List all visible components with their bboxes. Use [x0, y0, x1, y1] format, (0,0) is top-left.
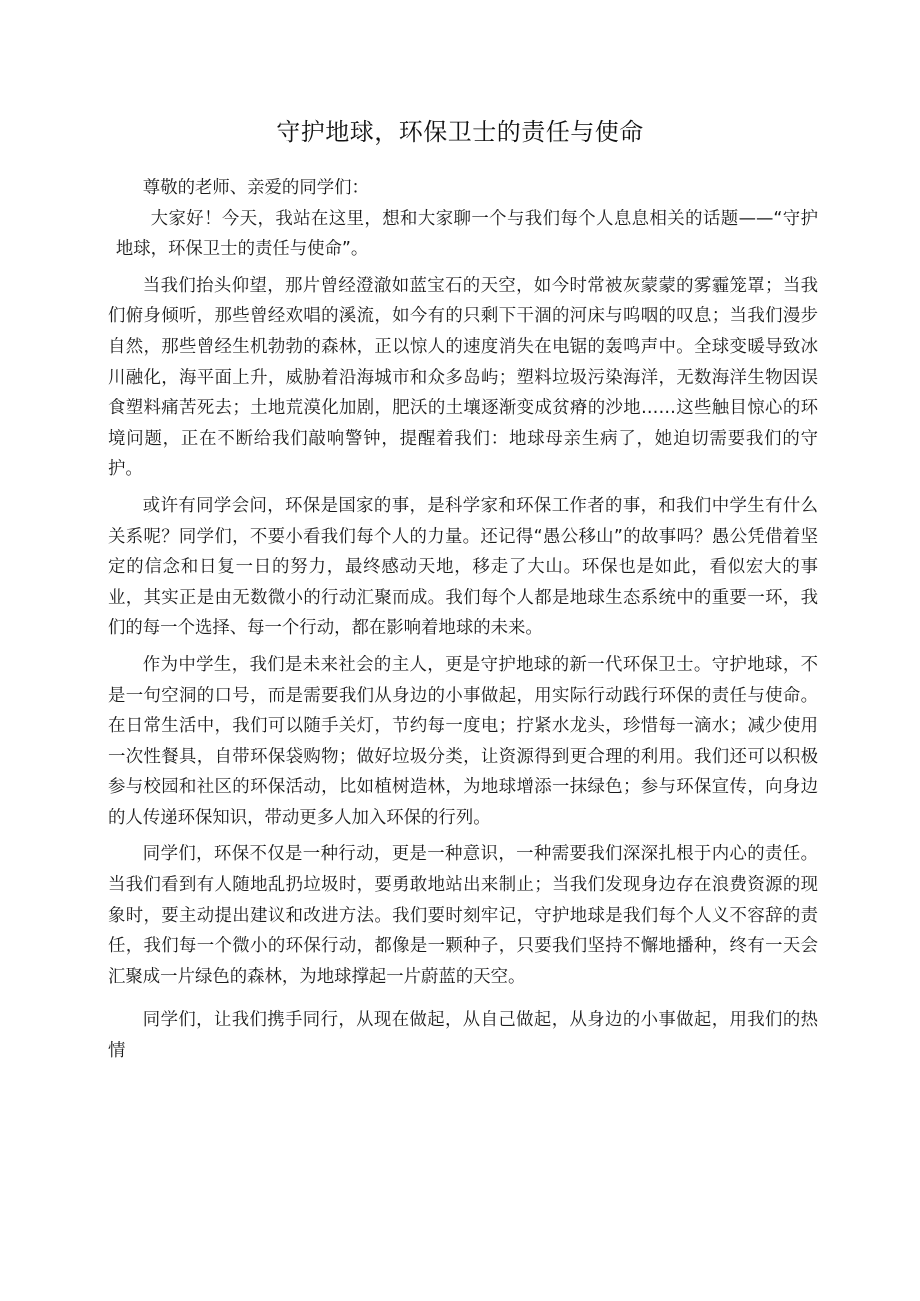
individual-power-paragraph: 或许有同学会问，环保是国家的事，是科学家和环保工作者的事，和我们中学生有什么关系呢？同学们，不要小看我们每个人的力量。还记得“愚公移山”的故事吗？愚公凭借着坚定的信念和日复一日的努力，最终感动天地，移走了大山。环保也是如此，看似宏大的事业，其实正是由无数微小的行动汇聚而成。我们每个人都是地球生态系统中的重要一环，我们的每一个选择、每一个行动，都在影响着地球的未来。	[108, 495, 818, 639]
closing-paragraph: 同学们，让我们携手同行，从现在做起，从自己做起，从身边的小事做起，用我们的热情	[108, 1010, 818, 1062]
document-title: 守护地球，环保卫士的责任与使命	[276, 118, 644, 146]
greeting-paragraph: 尊敬的老师、亲爱的同学们：	[142, 178, 369, 198]
environmental-awareness-paragraph: 同学们，环保不仅是一种行动，更是一种意识，一种需要我们深深扎根于内心的责任。当我们看到有人随地乱扔垃圾时，要勇敢地站出来制止；当我们发现身边存在浪费资源的现象时，要主动提出建议和改进方法。我们要时刻牢记，守护地球是我们每个人义不容辞的责任，我们每一个微小的环保行动，都像是一颗种子，只要我们坚持不懈地播种，终有一天会汇聚成一片绿色的森林，为地球撑起一片蔚蓝的天空。	[108, 844, 818, 987]
environment-problems-paragraph: 当我们抬头仰望，那片曾经澄澈如蓝宝石的天空，如今时常被灰蒙蒙的雾霾笼罩；当我们俯身倾听，那些曾经欢唱的溪流，如今有的只剩下干涸的河床与呜咽的叹息；当我们漫步自然，那些曾经生机勃勃的森林，正以惊人的速度消失在电锯的轰鸣声中。全球变暖导致冰川融化，海平面上升，威胁着沿海城市和众多岛屿；塑料垃圾污染海洋，无数海洋生物因误食塑料痛苦死去；土地荒漠化加剧，肥沃的土壤逐渐变成贫瘠的沙地……这些触目惊心的环境问题，正在不断给我们敲响警钟，提醒着我们：地球母亲生病了，她迫切需要我们的守护。	[108, 275, 818, 480]
student-actions-paragraph: 作为中学生，我们是未来社会的主人，更是守护地球的新一代环保卫士。守护地球，不是一句空洞的口号，而是需要我们从身边的小事做起，用实际行动践行环保的责任与使命。在日常生活中，我们可以随手关灯，节约每一度电；拧紧水龙头，珍惜每一滴水；减少使用一次性餐具，自带环保袋购物；做好垃圾分类，让资源得到更合理的利用。我们还可以积极参与校园和社区的环保活动，比如植树造林，为地球增添一抹绿色；参与环保宣传，向身边的人传递环保知识，带动更多人加入环保的行列。	[108, 654, 818, 828]
opening-paragraph: 大家好！今天，我站在这里，想和大家聊一个与我们每个人息息相关的话题——“守护地球，环保卫士的责任与使命”。	[115, 208, 818, 260]
document-body	[108, 173, 818, 1067]
